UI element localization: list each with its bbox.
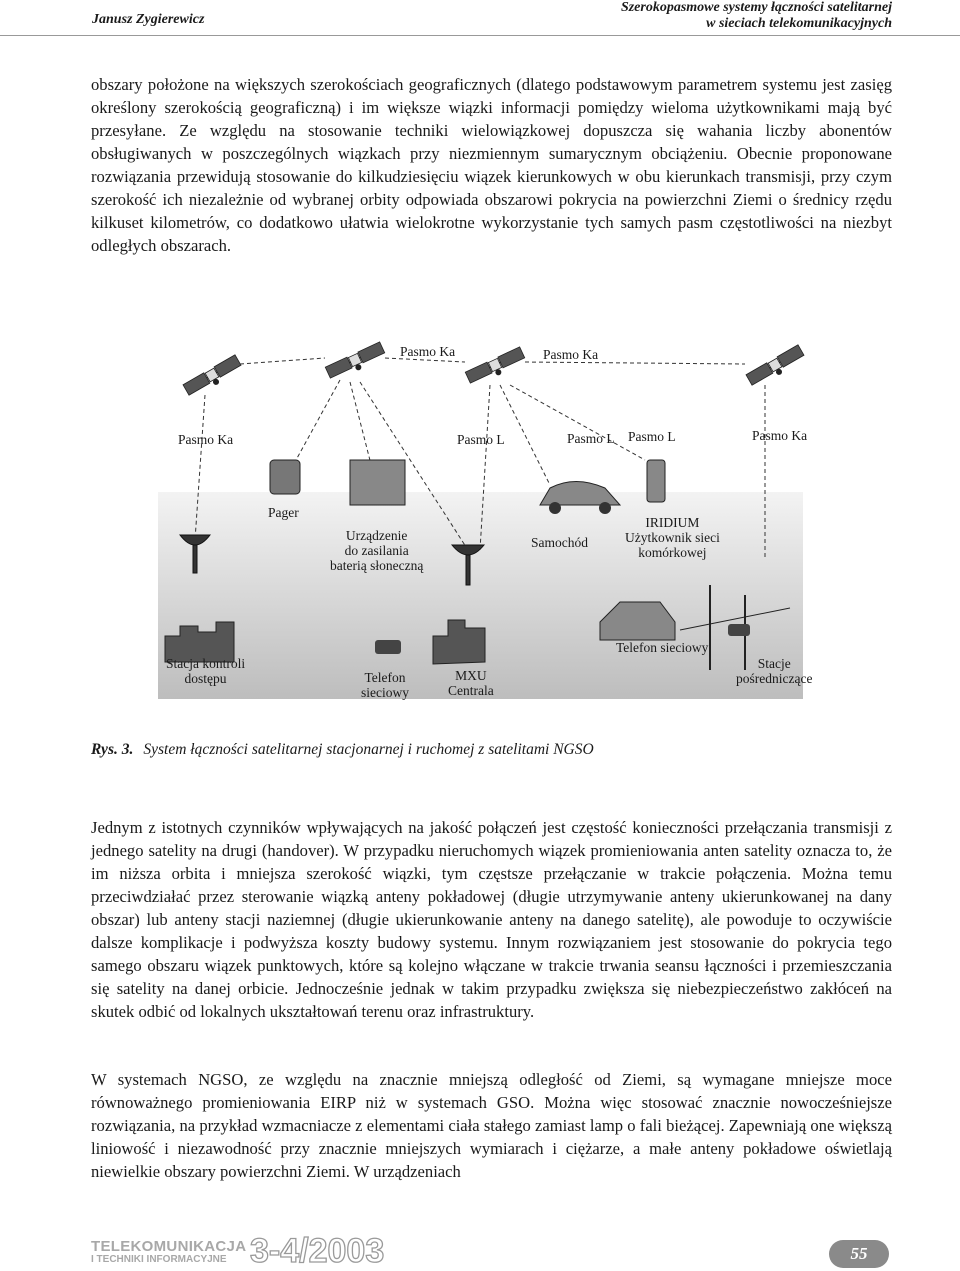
label-relay-line: pośredniczące: [736, 671, 813, 686]
footer-publication-line2: I TECHNIKI INFORMACYJNE: [91, 1254, 227, 1265]
footer-issue-number: 3-4/2003: [250, 1232, 385, 1270]
label-band-ka: Pasmo Ka: [178, 432, 234, 447]
satellite-icon: [465, 347, 527, 388]
label-network-phone: Telefon sieciowy: [616, 640, 709, 655]
label-pager: Pager: [268, 505, 299, 520]
footer-publication-line1: TELEKOMUNIKACJA: [91, 1238, 247, 1255]
satellite-icon: [325, 342, 387, 383]
downlink: [195, 395, 205, 540]
label-solar-line: baterią słoneczną: [330, 558, 424, 573]
label-iridium-line: IRIDIUM: [645, 515, 700, 530]
label-mxu: [448, 668, 494, 698]
label-band-ka: Pasmo Ka: [543, 347, 599, 362]
label-access-line: dostępu: [184, 671, 227, 686]
house-icon: [600, 602, 675, 640]
label-relay-stations: [736, 656, 812, 686]
header-rule: [0, 35, 960, 36]
dish-icon: [452, 545, 484, 555]
page-number: 55: [829, 1240, 889, 1268]
label-phone-line: sieciowy: [361, 685, 409, 700]
dish-icon: [180, 535, 210, 545]
downlink: [510, 385, 645, 460]
figure-caption: [91, 741, 594, 759]
isl-link: [240, 358, 325, 364]
label-band-l: Pasmo L: [567, 431, 615, 446]
downlink: [500, 385, 550, 485]
pager-icon: [270, 460, 300, 494]
mobile-phone-icon: [647, 460, 665, 502]
running-header-author: Janusz Zygierewicz: [92, 12, 205, 27]
running-header-title-line1: Szerokopasmowe systemy łączności satelitarnej: [620, 0, 892, 15]
label-band-l: Pasmo L: [457, 432, 505, 447]
label-iridium-line: Użytkownik sieci: [625, 530, 720, 545]
footer-publication: [91, 1240, 246, 1266]
label-solar-line: do zasilania: [344, 543, 409, 558]
label-band-l: Pasmo L: [628, 429, 676, 444]
label-iridium-line: komórkowej: [638, 545, 707, 560]
label-band-ka: Pasmo Ka: [400, 344, 456, 359]
figure-caption-text: System łączności satelitarnej stacjonarnej i ruchomej z satelitami NGSO: [143, 741, 594, 758]
body-paragraph-2: Jednym z istotnych czynników wpływających na jakość połączeń jest częstość konieczności przełączania transmisji z jednego satelity na drugi (handover). W przypadku nieruchomych wiązek promieniowania anten satelity oznacza to, że im niższa orbita i mniejsza szerokość wiązki, tym częstsze przełączanie w trakcie połączenia. Można temu przeciwdziałać przez sterowanie wiązką anteny pokładowej (długie utrzymywanie anteny ukierunkowanej na dany obszar) lub anteny stacji naziemnej (długie ukierunkowanie anteny na danego satelitę), ale powoduje to oczywiście dalsze komplikacje i podwyższa koszty budowy systemu. Innym rozwiązaniem jest stosowanie do pokrycia tego samego obszaru wiązek punktowych, które są kolejno włączane w trakcie trwania seansu łączności i przemieszczania się satelity na danej orbicie. Jednocześnie jednak w takim przypadku zwiększa się niebezpieczeństwo zakłóceń na skutek odbić od lokalnych ukształtowań terenu oraz infrastruktury.: [91, 818, 892, 1021]
body-paragraph-3: W systemach NGSO, ze względu na znacznie mniejszą odległość od Ziemi, są wymagane mniejsze moce równoważnego promieniowania EIRP niż w systemach GSO. Można więc stosować znacznie nowocześniejsze rozwiązania, na przykład wzmacniacze z elementami ciała stałego zamiast lamp o fali bieżącej. Zapewniają one większą liniowość i niezawodność przy znacznie mniejszych wymiarach i ciężarze, a małe anteny pokładowe oświetlają niewielkie obszary powierzchni Ziemi. W urządzeniach: [91, 1070, 892, 1181]
telephone-icon: [375, 640, 401, 654]
label-car: Samochód: [531, 535, 588, 550]
satellite-icon: [746, 345, 806, 390]
running-header-title: [621, 0, 892, 32]
label-mxu-line: Centrala: [448, 683, 494, 698]
car-icon: [540, 482, 620, 506]
label-solar-line: Urządzenie: [345, 528, 408, 543]
label-phone-line: Telefon: [364, 670, 406, 685]
figure-caption-number: Rys. 3.: [91, 741, 134, 758]
isl-link: [525, 362, 745, 364]
figure-system-diagram: [150, 340, 815, 710]
downlink: [480, 385, 490, 550]
label-access-station: [166, 656, 245, 686]
label-solar-device: [330, 528, 423, 573]
running-header-title-line2: w sieciach telekomunikacyjnych: [706, 16, 892, 31]
body-paragraph-1: obszary położone na większych szerokościach geograficznych (dlatego podstawowym parametrem systemu jest zasięg określony szerokością geograficzną) i im większe wiązki informacji pomiędzy wieloma użytkownikami mają być przesyłane. Ze względu na stosowanie techniki wielowiązkowej dopuszcza się wahania liczby abonentów obsługiwanych w poszczególnych wiązkach przy niezmiennym sumarycznym obciążeniu. Obecnie proponowane rozwiązania przewidują stosowanie do kilkudziesięciu wiązek kierunkowych w obu kierunkach transmisji, przy czym szerokość ich niezależnie od wybranej orbity odpowiada obszarowi pokrycia na powierzchni Ziemi o średnicy rzędu kilkuset kilometrów, co dodatkowo ułatwia wielokrotne wykorzystanie tych samych pasm częstotliwości na niezbyt odległych obszarach.: [91, 75, 892, 255]
label-phone: [361, 670, 409, 700]
label-band-ka: Pasmo Ka: [752, 428, 808, 443]
exchange-building-icon: [433, 620, 485, 664]
label-iridium: [625, 515, 720, 560]
label-relay-line: Stacje: [757, 656, 791, 671]
label-mxu-line: MXU: [455, 668, 487, 683]
satellite-icon: [183, 355, 243, 400]
solar-panel-icon: [350, 460, 405, 505]
label-access-line: Stacja kontroli: [166, 656, 246, 671]
telephone-icon: [728, 624, 750, 636]
